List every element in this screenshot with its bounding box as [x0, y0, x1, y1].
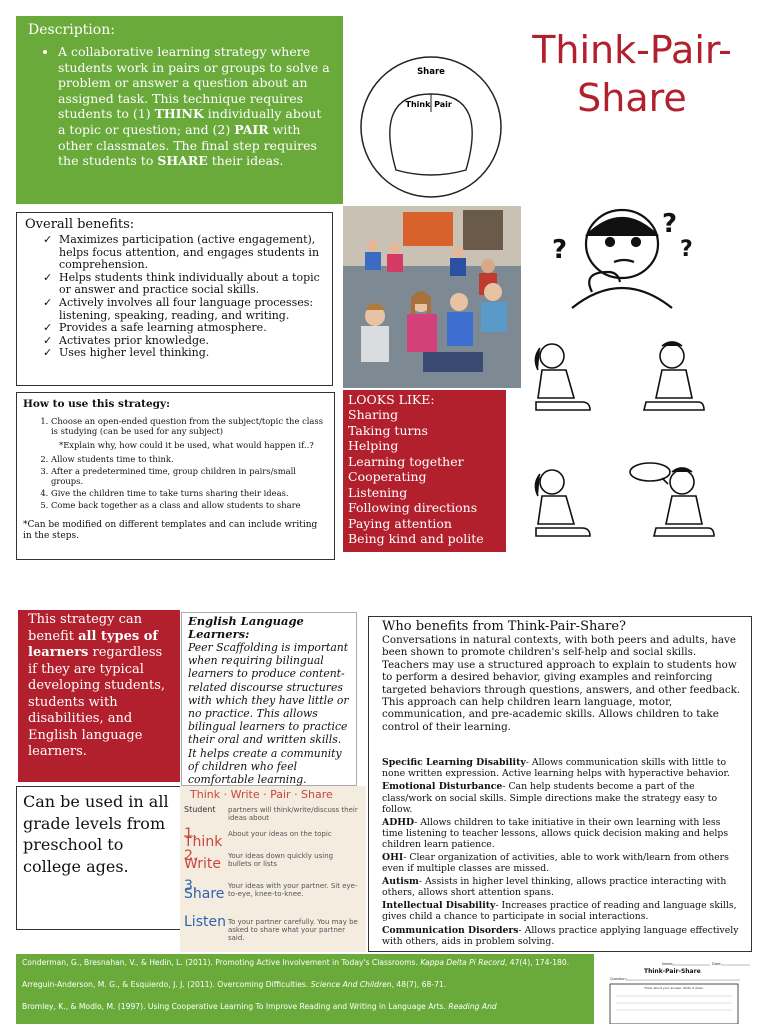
- how-to-step: 5. Come back together as a class and allow students to share: [51, 500, 328, 510]
- description-box: [16, 16, 343, 204]
- benefits-list: [25, 234, 324, 360]
- how-to-steps: [23, 416, 328, 510]
- condition-item: OHI- Clear organization of activities, able to work with/learn from others even if multiple classes are missed.: [382, 852, 729, 875]
- how-to-step: 3. After a predetermined time, group children in pairs/small groups.: [51, 466, 328, 486]
- looks-like-item: Taking turns: [348, 422, 428, 438]
- looks-like-item: Being kind and polite: [348, 531, 484, 546]
- worksheet-question-label: Question:: [610, 977, 627, 981]
- how-to-step-note: *Explain why, how could it be used, what would happen if..?: [59, 440, 314, 450]
- benefit-item: ✓ Helps students think individually about a topic or answer and practice social skills.: [59, 272, 324, 297]
- looks-like-heading: LOOKS LIKE:: [348, 392, 435, 407]
- looks-like-list: [348, 407, 501, 547]
- reference-item: Conderman, G., Bresnahan, V., & Hedin, L. (2011). Promoting Active Involvement in Today's Classrooms. Kappa Delta Pi Record, 47(4), 174-180.: [22, 958, 570, 967]
- ell-heading: English Language Learners:: [188, 614, 304, 641]
- looks-like-item: Listening: [348, 484, 408, 500]
- thinking-student-drawing: [572, 210, 672, 308]
- reference-item: Bromley, K., & Modlo, M. (1997). Using Cooperative Learning To Improve Reading and Writing in Language Arts. Reading And: [22, 1002, 497, 1011]
- think-pair-share-diagram: [356, 52, 506, 202]
- benefit-item: ✓ Provides a safe learning atmosphere.: [59, 322, 324, 335]
- how-to-step: 4. Give the children time to take turns sharing their ideas.: [51, 488, 328, 498]
- question-mark-small: ?: [680, 237, 693, 262]
- anchor-chart-row: 1. Think About your ideas on the topic: [184, 826, 332, 850]
- cartoon-illustrations: [522, 196, 762, 556]
- think-label: Think: [405, 100, 431, 109]
- anchor-chart-row: Student partners will think/write/discuss their ideas about: [184, 805, 358, 822]
- how-to-footnote: *Can be modified on different templates and can include writing in the steps.: [23, 520, 318, 541]
- classroom-photo: [343, 206, 521, 388]
- all-types-text: This strategy can benefit all types of learners regardless if they are typical developing students, students with disabilities, and English language learners.: [28, 612, 166, 759]
- reference-item: Arreguin-Anderson, M. G., & Esquierdo, J. J. (2011). Overcoming Difficulties. Science And Children, 48(7), 68-71.: [22, 980, 447, 989]
- anchor-chart-row: Listen To your partner carefully. You may be asked to share what your partner said.: [184, 914, 358, 942]
- references-box: [16, 954, 594, 1024]
- condition-item: Intellectual Disability- Increases practice of reading and language skills, gives child a chance to participate in social interactions.: [382, 900, 737, 923]
- looks-like-item: Learning together: [348, 453, 464, 469]
- condition-item: Specific Learning Disability- Allows communication skills with little to none written expression. Active learning helps with hyperactive behavior.: [382, 757, 730, 780]
- description-heading: Description:: [28, 22, 115, 38]
- looks-like-item: Cooperating: [348, 469, 427, 484]
- description-list: [28, 44, 331, 169]
- pair-label: Pair: [434, 100, 452, 109]
- condition-item: Autism- Assists in higher level thinking, allows practice interacting with others, allows short attention spans.: [382, 876, 727, 899]
- looks-like-item: Sharing: [348, 407, 399, 422]
- question-mark-right: ?: [662, 209, 678, 239]
- who-benefits-intro: Conversations in natural contexts, with both peers and adults, have been shown to promote children's self-help and social skills. Teachers may use a structured approach to explain to students how to perform a desired behavior, giving examples and reinforcing targeted behaviors through questions, answers, and other feedback. This approach can help children learn language, motor, communication, and pre-academic skills. Allows children to take control of their learning.: [382, 634, 741, 733]
- worksheet-title: Think-Pair-Share: [644, 968, 701, 975]
- how-to-step: 2. Allow students time to think.: [51, 454, 328, 464]
- looks-like-item: Helping: [348, 438, 399, 453]
- who-benefits-heading: Who benefits from Think-Pair-Share?: [382, 619, 626, 634]
- worksheet-prompt: Think about your answer. Write it down.: [644, 986, 704, 990]
- looks-like-item: Paying attention: [348, 515, 452, 531]
- anchor-chart-title: Think · Write · Pair · Share: [190, 788, 333, 801]
- anchor-chart-row: 2. Write Your ideas down quickly using bullets or lists: [184, 848, 334, 872]
- condition-item: ADHD- Allows children to take initiative in their own learning with less time listening to teacher lessons, allows quick decision making and helps children learn patience.: [382, 816, 729, 850]
- benefit-item: ✓ Maximizes participation (active engagement), helps focus attention, and engages students in comprehension.: [59, 234, 324, 272]
- question-mark-left: ?: [552, 235, 568, 265]
- share-circle: [361, 57, 501, 197]
- worksheet-date-label: Date:: [712, 962, 722, 966]
- looks-like-box: [343, 390, 506, 552]
- benefit-item: ✓ Uses higher level thinking.: [59, 347, 324, 360]
- ell-text: Peer Scaffolding is important when requiring bilingual learners to produce content-related discourse structures with which they have little or no practice. This allows bilingual learners to practice their oral and written skills. It helps create a community of children who feel comfortable learning.: [188, 641, 349, 787]
- description-text: • A collaborative learning strategy where students work in pairs or groups to solve a problem or answer a question about an assigned task. This technique requires students to (1) THINK individually about a topic or question; and (2) PAIR with other classmates. The final step requires the students to SHARE their ideas.: [58, 44, 331, 169]
- anchor-chart-row: 3. Share Your ideas with your partner. Sit eye-to-eye, knee-to-knee.: [184, 878, 358, 902]
- share-label: Share: [417, 67, 445, 77]
- condition-item: Emotional Disturbance- Can help students become a part of the class/work on social skills. Simple directions make the strategy easy to follow.: [382, 781, 718, 815]
- anchor-chart-photo: [180, 786, 366, 952]
- benefit-item: ✓ Activates prior knowledge.: [59, 335, 324, 348]
- page-title: Think-Pair-Share: [532, 28, 732, 120]
- how-to-heading: How to use this strategy:: [23, 398, 170, 410]
- condition-item: Communication Disorders- Allows practice applying language effectively with others, aids in problem solving.: [382, 924, 739, 947]
- grade-levels-box: [16, 786, 184, 930]
- worksheet-thumbnail: [600, 958, 758, 1024]
- looks-like-item: Following directions: [348, 500, 478, 515]
- benefit-item: ✓ Actively involves all four language processes: listening, speaking, reading, and writing.: [59, 297, 324, 322]
- pair-drawing-1: [535, 342, 704, 410]
- how-to-step: 1. Choose an open-ended question from the subject/topic the class is studying (can be used for any subject) *Explain why, how could it be used, what would happen if..?: [51, 416, 328, 450]
- overall-benefits-box: [16, 212, 333, 386]
- all-types-box: [18, 610, 180, 782]
- grade-levels-text: Can be used in all grade levels from preschool to college ages.: [23, 792, 169, 876]
- worksheet-name-label: Name:: [662, 962, 674, 966]
- ell-box: [181, 612, 357, 786]
- who-benefits-box: [368, 616, 752, 952]
- benefits-heading: Overall benefits:: [25, 217, 135, 232]
- pair-drawing-2: [535, 463, 714, 536]
- how-to-use-box: [16, 392, 335, 560]
